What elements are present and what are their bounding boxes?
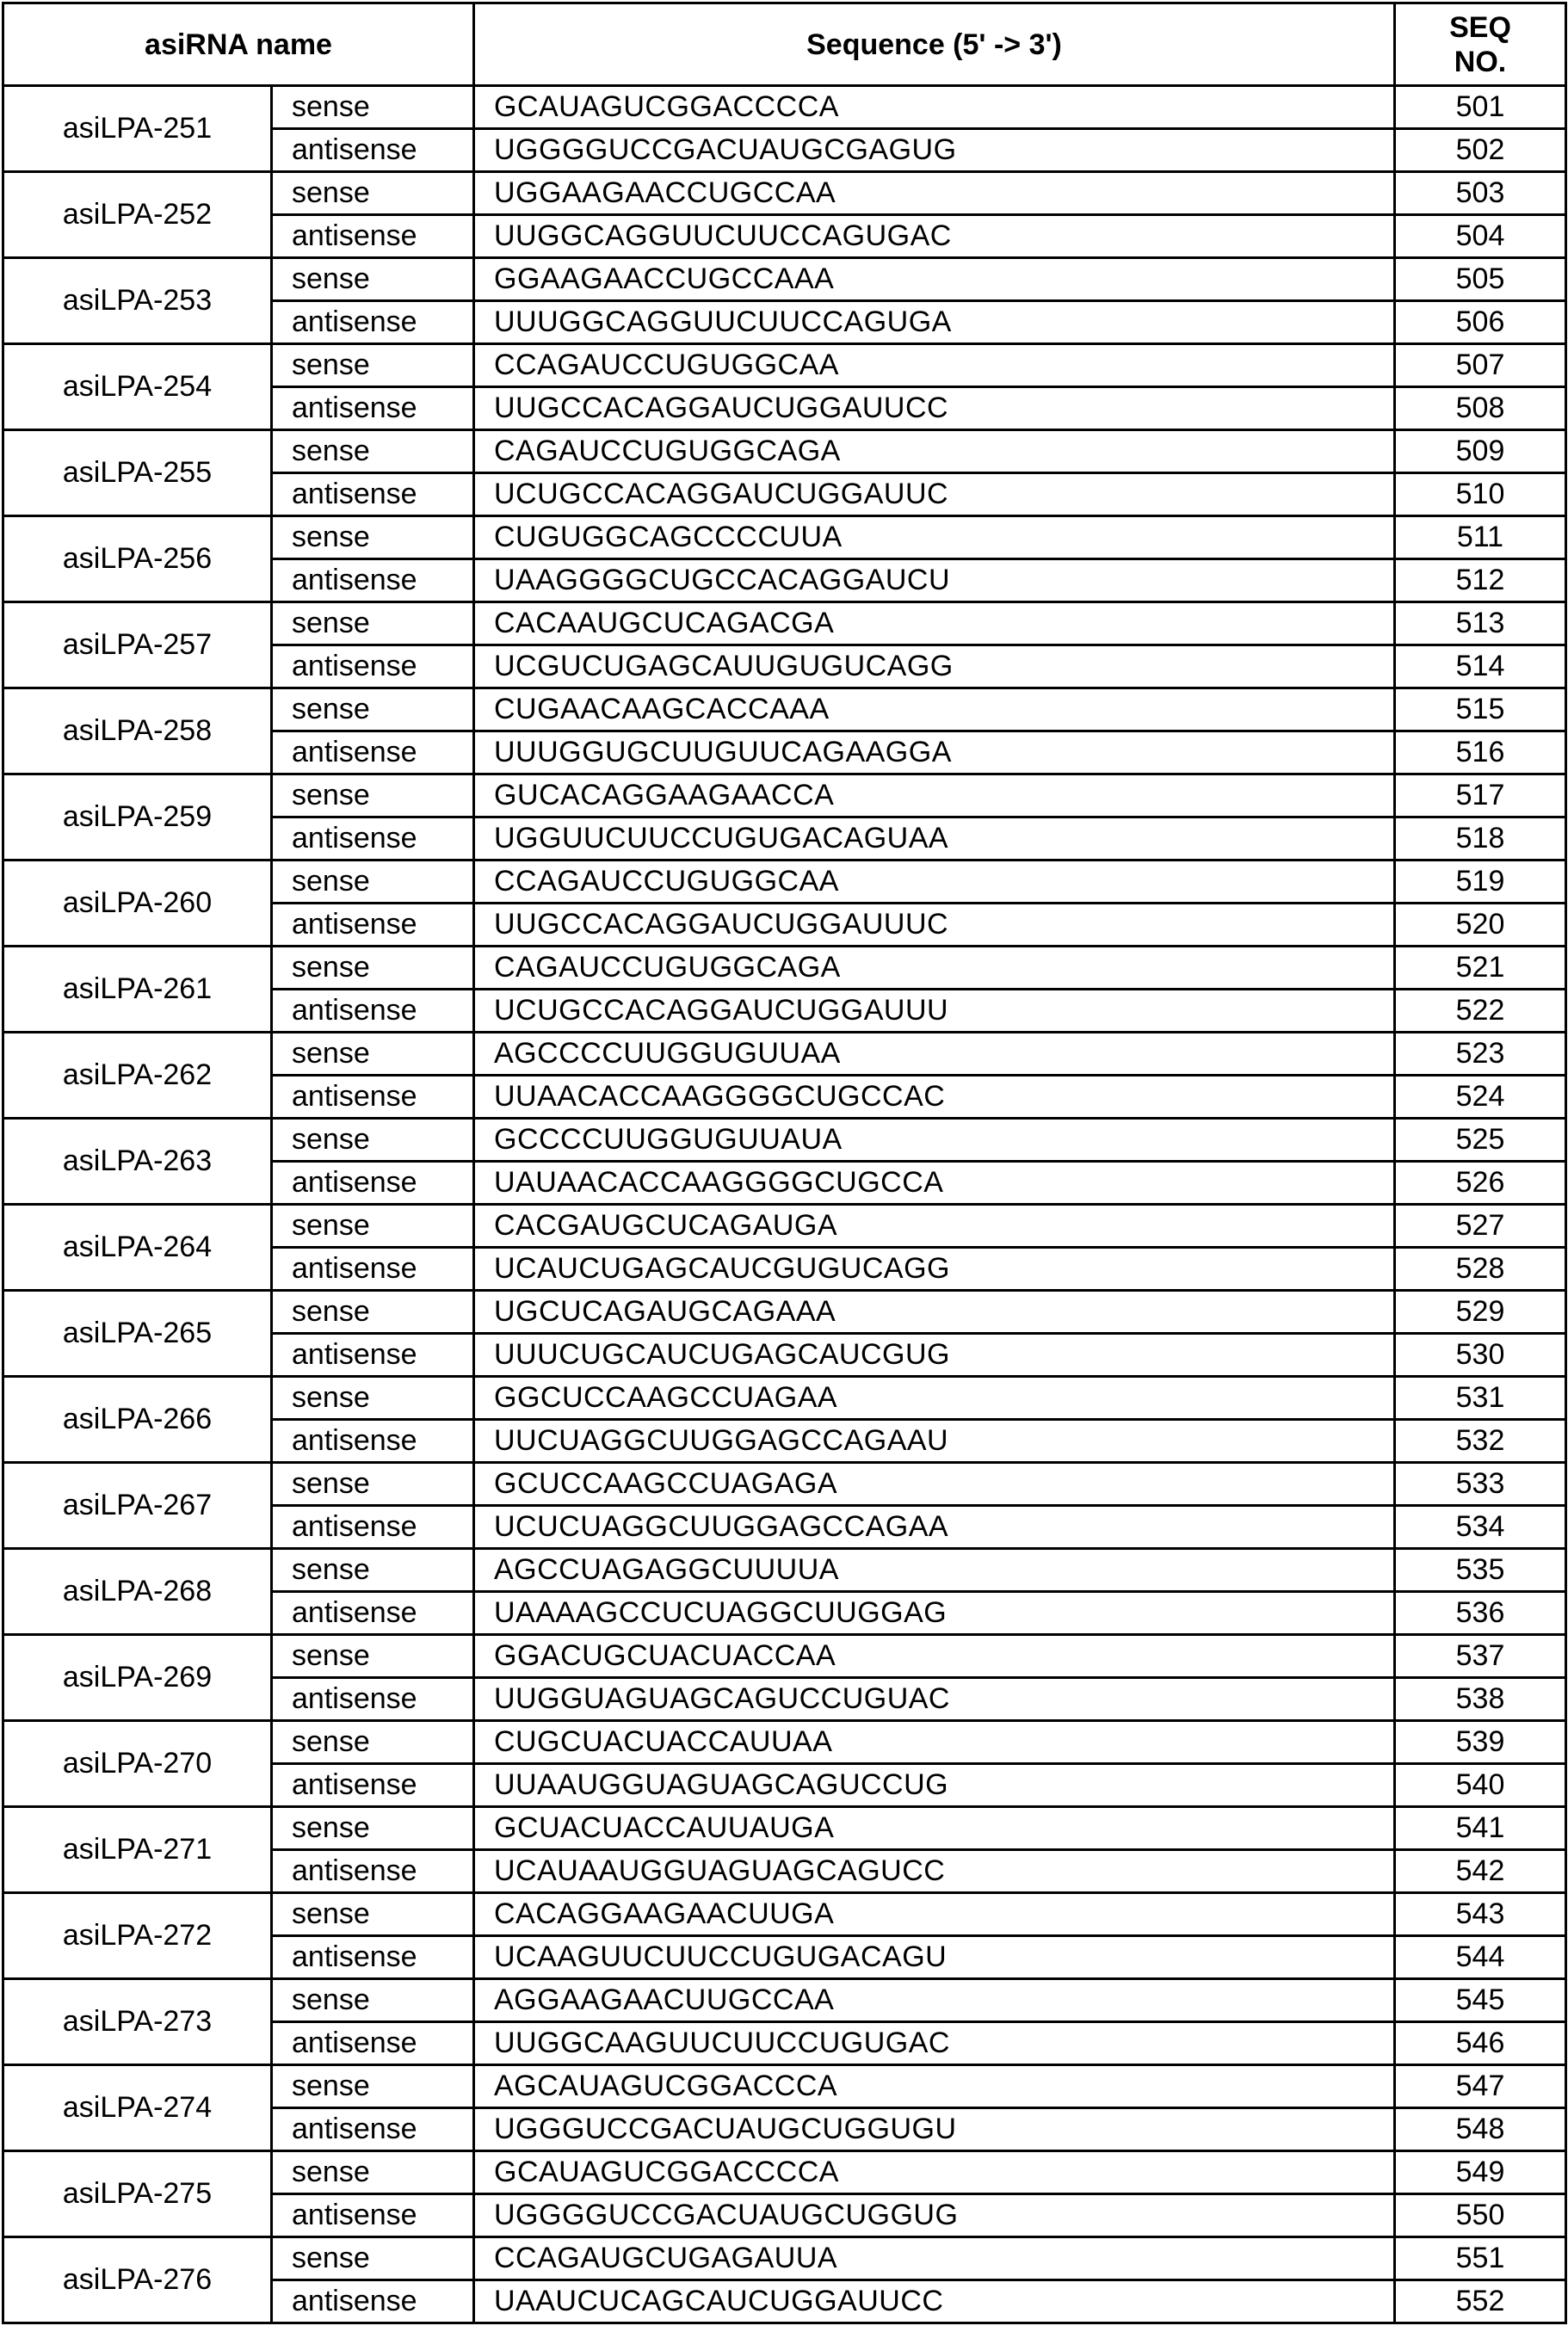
sequence-cell: UCUGCCACAGGAUCUGGAUUC [474,473,1395,516]
sequence-cell: UGGGGUCCGACUAUGCUGGUG [474,2194,1395,2237]
seq-no-cell: 542 [1395,1850,1566,1893]
strand-label-cell: antisense [272,1592,474,1635]
seq-no-cell: 546 [1395,2022,1566,2065]
asirna-name-cell: asiLPA-271 [3,1807,272,1893]
asirna-name-cell: asiLPA-273 [3,1979,272,2065]
seq-no-cell: 518 [1395,817,1566,861]
asirna-name-cell: asiLPA-253 [3,258,272,344]
sequence-cell: UGGGUCCGACUAUGCUGGUGU [474,2108,1395,2151]
sequence-cell: CCAGAUCCUGUGGCAA [474,344,1395,387]
asirna-name-cell: asiLPA-269 [3,1635,272,1721]
asirna-name-cell: asiLPA-257 [3,602,272,688]
seq-no-cell: 537 [1395,1635,1566,1678]
sequence-cell: UUGCCACAGGAUCUGGAUUCC [474,387,1395,430]
asirna-name-cell: asiLPA-263 [3,1119,272,1205]
strand-label-cell: sense [272,1979,474,2022]
table-row-sense [3,688,1566,731]
seq-no-cell: 541 [1395,1807,1566,1850]
sequence-cell: UAUAACACCAAGGGGCUGCCA [474,1162,1395,1205]
seq-no-cell: 540 [1395,1764,1566,1807]
table-body [3,86,1566,2323]
sequence-cell: GUCACAGGAAGAACCA [474,774,1395,817]
asirna-name-cell: asiLPA-276 [3,2237,272,2323]
seq-no-cell: 529 [1395,1291,1566,1334]
sequence-cell: UUGGCAAGUUCUUCCUGUGAC [474,2022,1395,2065]
seq-no-cell: 517 [1395,774,1566,817]
asirna-name-cell: asiLPA-262 [3,1033,272,1119]
sequence-cell: GCUCCAAGCCUAGAGA [474,1463,1395,1506]
strand-label-cell: sense [272,86,474,129]
seq-no-cell: 505 [1395,258,1566,301]
strand-label-cell: antisense [272,2280,474,2323]
seq-no-cell: 543 [1395,1893,1566,1936]
sequence-cell: CCAGAUCCUGUGGCAA [474,861,1395,904]
strand-label-cell: antisense [272,129,474,172]
asirna-name-cell: asiLPA-256 [3,516,272,602]
seq-no-cell: 532 [1395,1420,1566,1463]
asirna-sequence-table [2,2,1567,2324]
asirna-name-cell: asiLPA-254 [3,344,272,430]
seq-no-cell: 550 [1395,2194,1566,2237]
strand-label-cell: sense [272,1893,474,1936]
strand-label-cell: antisense [272,559,474,602]
table-row-sense [3,1893,1566,1936]
table-row-sense [3,1807,1566,1850]
strand-label-cell: sense [272,1377,474,1420]
strand-label-cell: sense [272,1807,474,1850]
asirna-name-cell: asiLPA-275 [3,2151,272,2237]
sequence-cell: CAGAUCCUGUGGCAGA [474,430,1395,473]
strand-label-cell: antisense [272,2194,474,2237]
sequence-cell: CACAAUGCUCAGACGA [474,602,1395,645]
asirna-name-cell: asiLPA-265 [3,1291,272,1377]
sequence-cell: UCGUCUGAGCAUUGUGUCAGG [474,645,1395,688]
strand-label-cell: sense [272,861,474,904]
sequence-cell: UUUGGUGCUUGUUCAGAAGGA [474,731,1395,774]
asirna-name-cell: asiLPA-272 [3,1893,272,1979]
sequence-cell: GCCCCUUGGUGUUAUA [474,1119,1395,1162]
table-row-sense [3,861,1566,904]
sequence-cell: UGGAAGAACCUGCCAA [474,172,1395,215]
sequence-cell: CUGCUACUACCAUUAA [474,1721,1395,1764]
seq-no-cell: 514 [1395,645,1566,688]
sequence-cell: UUAAUGGUAGUAGCAGUCCUG [474,1764,1395,1807]
strand-label-cell: antisense [272,904,474,947]
seq-no-cell: 539 [1395,1721,1566,1764]
strand-label-cell: sense [272,2151,474,2194]
asirna-name-cell: asiLPA-264 [3,1205,272,1291]
strand-label-cell: antisense [272,215,474,258]
sequence-cell: CAGAUCCUGUGGCAGA [474,947,1395,990]
sequence-cell: UAAGGGGCUGCCACAGGAUCU [474,559,1395,602]
header-seq-no-line2: NO. [1396,45,1565,79]
strand-label-cell: antisense [272,1076,474,1119]
seq-no-cell: 516 [1395,731,1566,774]
sequence-cell: GCAUAGUCGGACCCCA [474,86,1395,129]
seq-no-cell: 547 [1395,2065,1566,2108]
strand-label-cell: sense [272,1119,474,1162]
strand-label-cell: sense [272,172,474,215]
sequence-cell: UUCUAGGCUUGGAGCCAGAAU [474,1420,1395,1463]
table-row-sense [3,1377,1566,1420]
seq-no-cell: 524 [1395,1076,1566,1119]
asirna-name-cell: asiLPA-251 [3,86,272,172]
sequence-cell: UUGGUAGUAGCAGUCCUGUAC [474,1678,1395,1721]
seq-no-cell: 545 [1395,1979,1566,2022]
asirna-name-cell: asiLPA-259 [3,774,272,861]
strand-label-cell: antisense [272,1678,474,1721]
seq-no-cell: 528 [1395,1248,1566,1291]
seq-no-cell: 552 [1395,2280,1566,2323]
table-row-sense [3,1463,1566,1506]
sequence-cell: UUUGGCAGGUUCUUCCAGUGA [474,301,1395,344]
table-row-sense [3,2237,1566,2280]
seq-no-cell: 530 [1395,1334,1566,1377]
table-row-sense [3,2151,1566,2194]
table-row-sense [3,947,1566,990]
sequence-cell: CUGUGGCAGCCCCUUA [474,516,1395,559]
seq-no-cell: 502 [1395,129,1566,172]
strand-label-cell: sense [272,1721,474,1764]
strand-label-cell: antisense [272,1420,474,1463]
seq-no-cell: 544 [1395,1936,1566,1979]
table-row-sense [3,1119,1566,1162]
seq-no-cell: 549 [1395,2151,1566,2194]
table-row-sense [3,1635,1566,1678]
strand-label-cell: antisense [272,1850,474,1893]
sequence-cell: GGCUCCAAGCCUAGAA [474,1377,1395,1420]
asirna-name-cell: asiLPA-258 [3,688,272,774]
strand-label-cell: antisense [272,1334,474,1377]
strand-label-cell: antisense [272,2022,474,2065]
seq-no-cell: 508 [1395,387,1566,430]
seq-no-cell: 509 [1395,430,1566,473]
sequence-cell: UGGUUCUUCCUGUGACAGUAA [474,817,1395,861]
seq-no-cell: 536 [1395,1592,1566,1635]
table-row-sense [3,774,1566,817]
table-row-sense [3,172,1566,215]
strand-label-cell: sense [272,516,474,559]
seq-no-cell: 510 [1395,473,1566,516]
asirna-name-cell: asiLPA-255 [3,430,272,516]
sequence-cell: GCAUAGUCGGACCCCA [474,2151,1395,2194]
asirna-name-cell: asiLPA-270 [3,1721,272,1807]
seq-no-cell: 507 [1395,344,1566,387]
sequence-cell: UAAAAGCCUCUAGGCUUGGAG [474,1592,1395,1635]
seq-no-cell: 523 [1395,1033,1566,1076]
seq-no-cell: 531 [1395,1377,1566,1420]
table-row-sense [3,1549,1566,1592]
strand-label-cell: sense [272,1033,474,1076]
seq-no-cell: 521 [1395,947,1566,990]
sequence-cell: UUGCCACAGGAUCUGGAUUUC [474,904,1395,947]
table-row-sense [3,258,1566,301]
sequence-cell: UCAAGUUCUUCCUGUGACAGU [474,1936,1395,1979]
table-header-row [3,3,1566,86]
strand-label-cell: antisense [272,301,474,344]
asirna-name-cell: asiLPA-260 [3,861,272,947]
strand-label-cell: sense [272,1463,474,1506]
seq-no-cell: 551 [1395,2237,1566,2280]
strand-label-cell: sense [272,688,474,731]
strand-label-cell: sense [272,344,474,387]
seq-no-cell: 522 [1395,990,1566,1033]
sequence-cell: GCUACUACCAUUAUGA [474,1807,1395,1850]
table-row-sense [3,516,1566,559]
asirna-name-cell: asiLPA-268 [3,1549,272,1635]
sequence-cell: UUGGCAGGUUCUUCCAGUGAC [474,215,1395,258]
sequence-cell: CACAGGAAGAACUUGA [474,1893,1395,1936]
strand-label-cell: sense [272,1291,474,1334]
sequence-cell: UCAUCUGAGCAUCGUGUCAGG [474,1248,1395,1291]
strand-label-cell: antisense [272,1248,474,1291]
sequence-cell: UUUCUGCAUCUGAGCAUCGUG [474,1334,1395,1377]
seq-no-cell: 511 [1395,516,1566,559]
asirna-name-cell: asiLPA-266 [3,1377,272,1463]
table-row-sense [3,1291,1566,1334]
strand-label-cell: antisense [272,2108,474,2151]
strand-label-cell: antisense [272,1506,474,1549]
seq-no-cell: 504 [1395,215,1566,258]
sequence-cell: GGACUGCUACUACCAA [474,1635,1395,1678]
sequence-cell: GGAAGAACCUGCCAAA [474,258,1395,301]
strand-label-cell: sense [272,602,474,645]
table-row-sense [3,1205,1566,1248]
sequence-cell: UCAUAAUGGUAGUAGCAGUCC [474,1850,1395,1893]
strand-label-cell: sense [272,2065,474,2108]
table-row-sense [3,1033,1566,1076]
seq-no-cell: 512 [1395,559,1566,602]
sequence-cell: AGCCUAGAGGCUUUUA [474,1549,1395,1592]
table-row-sense [3,1721,1566,1764]
header-seq-no-line1: SEQ [1396,10,1565,45]
sequence-cell: UAAUCUCAGCAUCUGGAUUCC [474,2280,1395,2323]
strand-label-cell: sense [272,1205,474,1248]
seq-no-cell: 501 [1395,86,1566,129]
asirna-name-cell: asiLPA-261 [3,947,272,1033]
strand-label-cell: antisense [272,1764,474,1807]
seq-no-cell: 525 [1395,1119,1566,1162]
strand-label-cell: sense [272,430,474,473]
seq-no-cell: 527 [1395,1205,1566,1248]
strand-label-cell: antisense [272,387,474,430]
strand-label-cell: antisense [272,645,474,688]
strand-label-cell: sense [272,258,474,301]
seq-no-cell: 526 [1395,1162,1566,1205]
sequence-cell: CCAGAUGCUGAGAUUA [474,2237,1395,2280]
sequence-cell: CACGAUGCUCAGAUGA [474,1205,1395,1248]
strand-label-cell: sense [272,1635,474,1678]
strand-label-cell: antisense [272,990,474,1033]
strand-label-cell: sense [272,774,474,817]
table-row-sense [3,430,1566,473]
sequence-cell: CUGAACAAGCACCAAA [474,688,1395,731]
seq-no-cell: 513 [1395,602,1566,645]
table-row-sense [3,344,1566,387]
table-row-sense [3,602,1566,645]
strand-label-cell: sense [272,1549,474,1592]
strand-label-cell: sense [272,947,474,990]
seq-no-cell: 538 [1395,1678,1566,1721]
sequence-cell: UGGGGUCCGACUAUGCGAGUG [474,129,1395,172]
seq-no-cell: 515 [1395,688,1566,731]
seq-no-cell: 534 [1395,1506,1566,1549]
asirna-name-cell: asiLPA-252 [3,172,272,258]
seq-no-cell: 506 [1395,301,1566,344]
sequence-cell: UGCUCAGAUGCAGAAA [474,1291,1395,1334]
table-row-sense [3,86,1566,129]
sequence-cell: UUAACACCAAGGGGCUGCCAC [474,1076,1395,1119]
sequence-cell: UCUGCCACAGGAUCUGGAUUU [474,990,1395,1033]
strand-label-cell: antisense [272,1162,474,1205]
sequence-cell: AGGAAGAACUUGCCAA [474,1979,1395,2022]
seq-no-cell: 548 [1395,2108,1566,2151]
header-seq-no [1395,3,1566,86]
strand-label-cell: antisense [272,473,474,516]
asirna-name-cell: asiLPA-267 [3,1463,272,1549]
asirna-name-cell: asiLPA-274 [3,2065,272,2151]
seq-no-cell: 519 [1395,861,1566,904]
strand-label-cell: sense [272,2237,474,2280]
strand-label-cell: antisense [272,1936,474,1979]
seq-no-cell: 533 [1395,1463,1566,1506]
sequence-cell: AGCCCCUUGGUGUUAA [474,1033,1395,1076]
table-row-sense [3,2065,1566,2108]
header-asirna-name: asiRNA name [3,3,474,86]
strand-label-cell: antisense [272,731,474,774]
sequence-cell: AGCAUAGUCGGACCCA [474,2065,1395,2108]
strand-label-cell: antisense [272,817,474,861]
seq-no-cell: 535 [1395,1549,1566,1592]
seq-no-cell: 520 [1395,904,1566,947]
table-row-sense [3,1979,1566,2022]
seq-no-cell: 503 [1395,172,1566,215]
sequence-cell: UCUCUAGGCUUGGAGCCAGAA [474,1506,1395,1549]
header-sequence: Sequence (5' -> 3') [474,3,1395,86]
